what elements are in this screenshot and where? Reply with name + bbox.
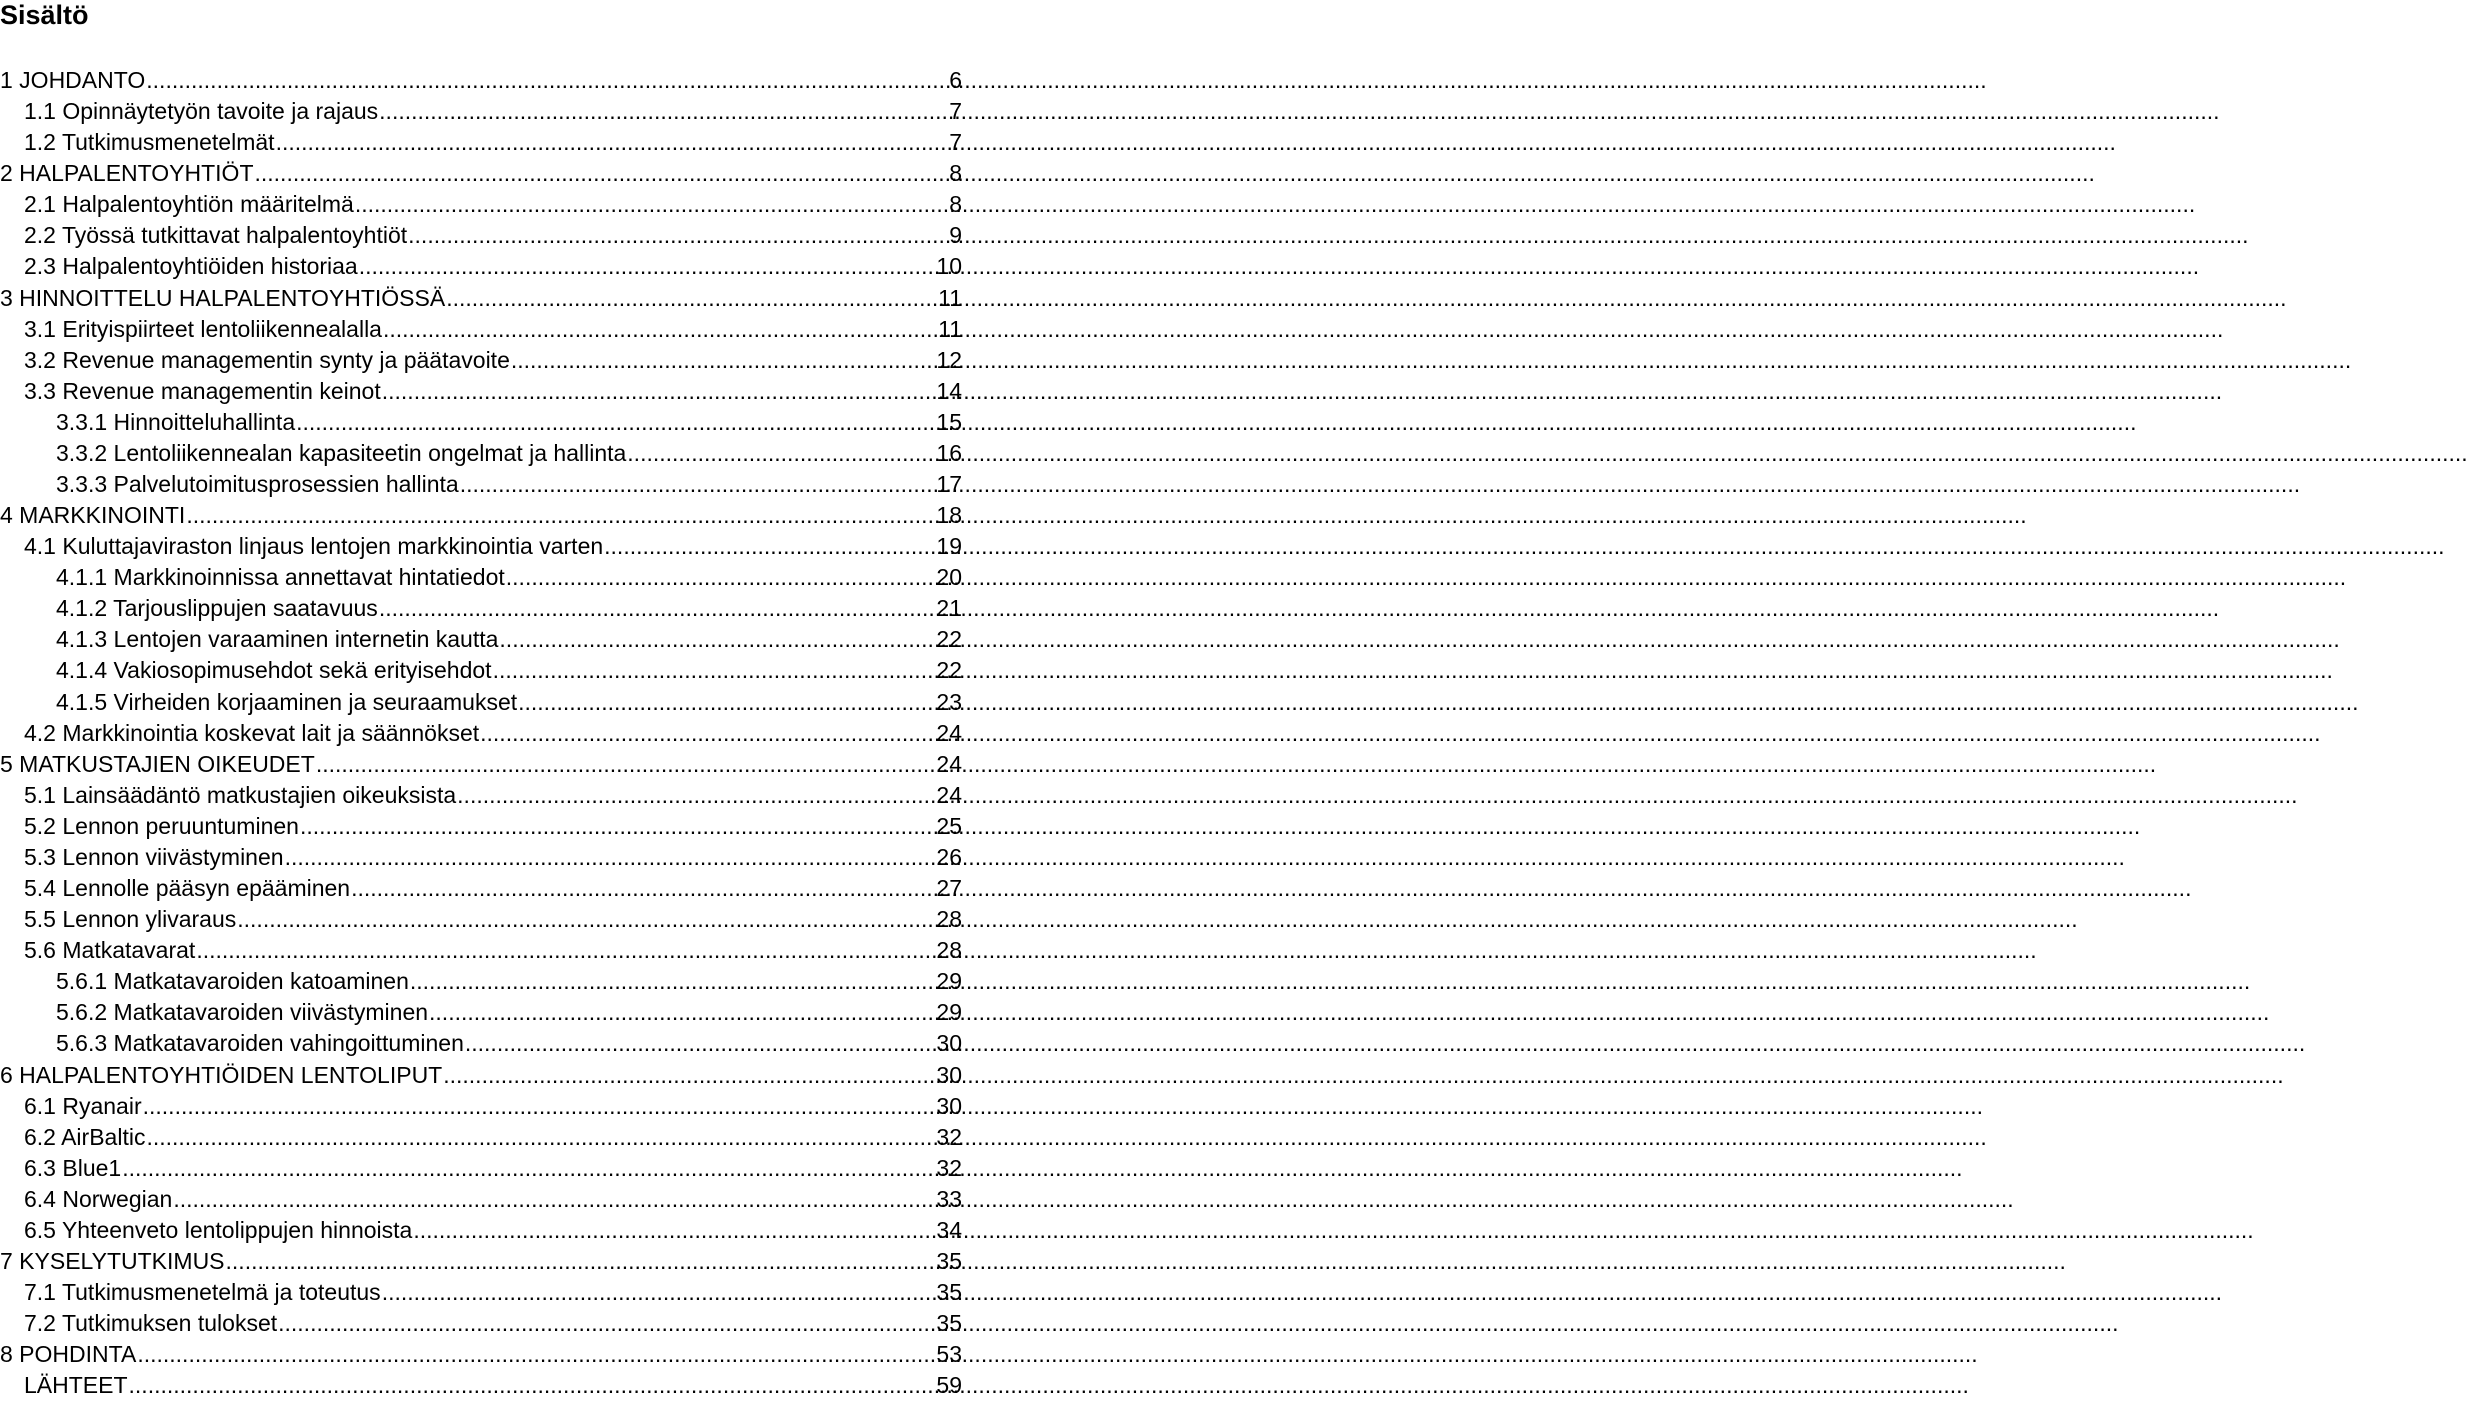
toc-entry[interactable] (0, 1029, 962, 1060)
dot-leader (285, 843, 936, 872)
toc-entry[interactable] (0, 1123, 962, 1154)
dot-leader (173, 1185, 935, 1214)
toc-entry-page-number: 18 (936, 502, 962, 529)
toc-entry[interactable] (0, 315, 962, 346)
toc-entry[interactable] (0, 252, 962, 283)
dot-leader (408, 221, 948, 250)
toc-entry[interactable] (0, 1247, 962, 1278)
dot-leader (276, 128, 949, 157)
dot-leader (446, 284, 937, 313)
toc-entry[interactable] (0, 284, 962, 315)
toc-entry-title: 8 POHDINTA (0, 1341, 137, 1368)
toc-entry-page-number: 24 (936, 781, 962, 808)
dot-leader (143, 1092, 936, 1121)
toc-entry-title: 6 HALPALENTOYHTIÖIDEN LENTOLIPUT (0, 1061, 443, 1088)
toc-entry-page-number: 30 (936, 1061, 962, 1088)
dot-leader (511, 346, 936, 375)
toc-entry-page-number: 7 (949, 98, 962, 125)
toc-entry-title: 2.2 Työssä tutkittavat halpalentoyhtiöt (24, 222, 408, 249)
toc-entry[interactable] (0, 656, 962, 687)
toc-entry-title: 5.6.2 Matkatavaroiden viivästyminen (56, 999, 429, 1026)
toc-entry-title: 7.1 Tutkimusmenetelmä ja toteutus (24, 1279, 381, 1306)
toc-entry-page-number: 32 (936, 1123, 962, 1150)
toc-entry[interactable] (0, 128, 962, 159)
toc-entry[interactable] (0, 625, 962, 656)
toc-entry-title: 6.1 Ryanair (24, 1092, 142, 1119)
dot-leader (443, 1061, 935, 1090)
dot-leader (137, 1340, 935, 1369)
toc-entry-title: 2.1 Halpalentoyhtiön määritelmä (24, 191, 354, 218)
toc-entry-page-number: 19 (936, 533, 962, 560)
toc-entry-title: 1 JOHDANTO (0, 67, 146, 93)
dot-leader (429, 998, 935, 1027)
dot-leader (382, 1278, 936, 1307)
toc-entry[interactable] (0, 1278, 962, 1309)
dot-leader (186, 501, 935, 530)
toc-entry-title: 5.5 Lennon ylivaraus (24, 906, 237, 933)
toc-entry-title: 4.1.5 Virheiden korjaaminen ja seuraamukset (56, 688, 518, 715)
toc-entry-page-number: 14 (936, 377, 962, 404)
toc-entry-title: LÄHTEET (24, 1372, 128, 1399)
toc-entry-title: 3 HINNOITTELU HALPALENTOYHTIÖSSÄ (0, 284, 446, 311)
dot-leader (355, 190, 948, 219)
dot-leader (237, 905, 935, 934)
dot-leader (457, 781, 935, 810)
toc-entry-page-number: 12 (936, 346, 962, 373)
toc-entry-page-number: 11 (938, 315, 962, 342)
toc-entry[interactable] (0, 781, 962, 812)
toc-entry[interactable] (0, 688, 962, 719)
toc-entry[interactable] (0, 470, 962, 501)
dot-leader (122, 1154, 935, 1183)
toc-entry[interactable] (0, 1185, 962, 1216)
toc-entry-title: 3.3 Revenue managementin keinot (24, 377, 381, 404)
dot-leader (604, 532, 935, 561)
dot-leader (413, 1216, 935, 1245)
toc-entry-page-number: 33 (936, 1185, 962, 1212)
dot-leader (382, 377, 936, 406)
toc-entry-title: 7.2 Tutkimuksen tulokset (24, 1310, 278, 1337)
toc-entry-page-number: 11 (938, 284, 962, 311)
toc-entry[interactable] (0, 719, 962, 750)
dot-leader (129, 1371, 936, 1400)
toc-entry[interactable] (0, 998, 962, 1029)
toc-entry[interactable] (0, 936, 962, 967)
toc-entry[interactable] (0, 221, 962, 252)
toc-entry-page-number: 23 (936, 688, 962, 715)
dot-leader (410, 967, 936, 996)
toc-entry-title: 5.1 Lainsäädäntö matkustajien oikeuksista (24, 781, 457, 808)
toc-entry-title: 2 HALPALENTOYHTIÖT (0, 160, 254, 187)
toc-entry-title: 4.1.2 Tarjouslippujen saatavuus (56, 595, 378, 622)
toc-entry-title: 4.2 Markkinointia koskevat lait ja säännökset (24, 719, 480, 746)
toc-entry-title: 5.6.1 Matkatavaroiden katoaminen (56, 968, 409, 995)
page-title: Sisältö (0, 0, 89, 30)
toc-entry[interactable] (0, 532, 962, 563)
toc-entry-page-number: 35 (936, 1310, 962, 1337)
dot-leader (379, 594, 936, 623)
toc-entry-title: 4.1.4 Vakiosopimusehdot sekä erityisehdot (56, 657, 492, 684)
toc-entry-title: 5.6 Matkatavarat (24, 937, 196, 964)
toc-entry-page-number: 26 (936, 843, 962, 870)
dot-leader (627, 439, 935, 468)
toc-entry[interactable] (0, 377, 962, 408)
toc-entry-page-number: 28 (936, 906, 962, 933)
toc-entry-title: 3.1 Erityispiirteet lentoliikennealalla (24, 315, 382, 342)
toc-entry-page-number: 30 (936, 1092, 962, 1119)
toc-entry[interactable] (0, 563, 962, 594)
toc-entry-title: 4.1 Kuluttajaviraston linjaus lentojen markkinointia varten (24, 533, 604, 560)
dot-leader (278, 1309, 935, 1338)
dot-leader (460, 470, 936, 499)
toc-entry-page-number: 9 (949, 222, 962, 249)
toc-entry-title: 6.2 AirBaltic (24, 1123, 146, 1150)
toc-entry-page-number: 28 (936, 937, 962, 964)
dot-leader (383, 315, 937, 344)
toc-entry[interactable] (0, 1309, 962, 1340)
dot-leader (465, 1029, 936, 1058)
toc-entry-title: 6.3 Blue1 (24, 1154, 122, 1181)
toc-entry-page-number: 8 (949, 160, 962, 187)
dot-leader (296, 408, 935, 437)
toc-entry[interactable] (0, 1371, 962, 1402)
toc-entry-page-number: 29 (936, 968, 962, 995)
dot-leader (379, 97, 948, 126)
toc-entry[interactable] (0, 1061, 962, 1092)
toc-entry-title: 1.1 Opinnäytetyön tavoite ja rajaus (24, 98, 379, 125)
toc-entry[interactable] (0, 1340, 962, 1371)
dot-leader (506, 563, 936, 592)
toc-entry[interactable] (0, 905, 962, 936)
toc-entry[interactable] (0, 1154, 962, 1185)
dot-leader (499, 625, 935, 654)
dot-leader (359, 252, 936, 281)
dot-leader (300, 812, 935, 841)
document-page (0, 0, 960, 1403)
toc-entry-page-number: 25 (936, 812, 962, 839)
toc-entry-page-number: 24 (936, 750, 962, 777)
dot-leader (196, 936, 935, 965)
toc-entry-page-number: 8 (949, 191, 962, 218)
toc-entry[interactable] (0, 408, 962, 439)
dot-leader (316, 750, 936, 779)
toc-entry-page-number: 35 (936, 1279, 962, 1306)
toc-entry-page-number: 15 (936, 408, 962, 435)
toc-entry[interactable] (0, 501, 962, 532)
toc-entry-page-number: 29 (936, 999, 962, 1026)
dot-leader (255, 159, 949, 188)
toc-entry-title: 5.2 Lennon peruuntuminen (24, 812, 299, 839)
dot-leader (480, 719, 935, 748)
toc-entry-title: 1.2 Tutkimusmenetelmät (24, 129, 275, 156)
toc-entry-title: 4.1.1 Markkinoinnissa annettavat hintatiedot (56, 564, 505, 591)
toc-entry-page-number: 17 (936, 471, 962, 498)
toc-entry-title: 3.3.2 Lentoliikennealan kapasiteetin ongelmat ja hallinta (56, 439, 627, 466)
toc-entry[interactable] (0, 1092, 962, 1123)
toc-entry-page-number: 20 (936, 564, 962, 591)
toc-entry[interactable] (0, 159, 962, 190)
toc-entry-title: 4.1.3 Lentojen varaaminen internetin kautta (56, 626, 499, 653)
toc-entry-title: 6.4 Norwegian (24, 1185, 173, 1212)
toc-entry-title: 5.4 Lennolle pääsyn epääminen (24, 875, 351, 902)
toc-entry-title: 5.3 Lennon viivästyminen (24, 843, 284, 870)
toc-entry[interactable] (0, 594, 962, 625)
toc-entry-page-number: 22 (936, 626, 962, 653)
toc-entry[interactable] (0, 874, 962, 905)
toc-entry-title: 3.3.3 Palvelutoimitusprosessien hallinta (56, 471, 459, 498)
toc-entry-title: 4 MARKKINOINTI (0, 502, 186, 529)
toc-entry[interactable] (0, 967, 962, 998)
dot-leader (146, 1123, 935, 1152)
toc-entry-title: 7 KYSELYTUTKIMUS (0, 1247, 225, 1274)
toc-entry-title: 5.6.3 Matkatavaroiden vahingoittuminen (56, 1030, 464, 1057)
toc-entry-page-number: 7 (949, 129, 962, 156)
toc-entry-page-number: 34 (936, 1216, 962, 1243)
dot-leader (226, 1247, 936, 1276)
dot-leader (518, 688, 935, 717)
dot-leader (351, 874, 935, 903)
dot-leader (146, 66, 948, 95)
toc-entry-title: 3.3.1 Hinnoitteluhallinta (56, 408, 296, 435)
toc-entry-page-number: 22 (936, 657, 962, 684)
toc-entry[interactable] (0, 1216, 962, 1247)
toc-entry[interactable] (0, 750, 962, 781)
toc-entry-page-number: 6 (949, 67, 962, 93)
toc-entry[interactable] (0, 439, 962, 470)
toc-entry-page-number: 59 (936, 1372, 962, 1399)
toc-entry-page-number: 32 (936, 1154, 962, 1181)
toc-entry-page-number: 16 (936, 439, 962, 466)
toc-entry-page-number: 53 (936, 1341, 962, 1368)
dot-leader (493, 656, 936, 685)
toc-entry[interactable] (0, 97, 962, 128)
table-of-contents (0, 66, 962, 1402)
toc-entry-page-number: 35 (936, 1247, 962, 1274)
toc-entry-page-number: 27 (936, 875, 962, 902)
toc-entry-page-number: 21 (936, 595, 962, 622)
toc-entry-title: 6.5 Yhteenveto lentolippujen hinnoista (24, 1216, 413, 1243)
toc-entry-page-number: 24 (936, 719, 962, 746)
toc-entry-page-number: 10 (936, 253, 962, 280)
toc-entry[interactable] (0, 843, 962, 874)
toc-entry[interactable] (0, 190, 962, 221)
toc-entry-title: 3.2 Revenue managementin synty ja päätavoite (24, 346, 510, 373)
toc-entry[interactable] (0, 66, 962, 97)
toc-entry-title: 5 MATKUSTAJIEN OIKEUDET (0, 750, 315, 777)
toc-entry-page-number: 30 (936, 1030, 962, 1057)
toc-entry-title: 2.3 Halpalentoyhtiöiden historiaa (24, 253, 358, 280)
toc-entry[interactable] (0, 346, 962, 377)
toc-entry[interactable] (0, 812, 962, 843)
